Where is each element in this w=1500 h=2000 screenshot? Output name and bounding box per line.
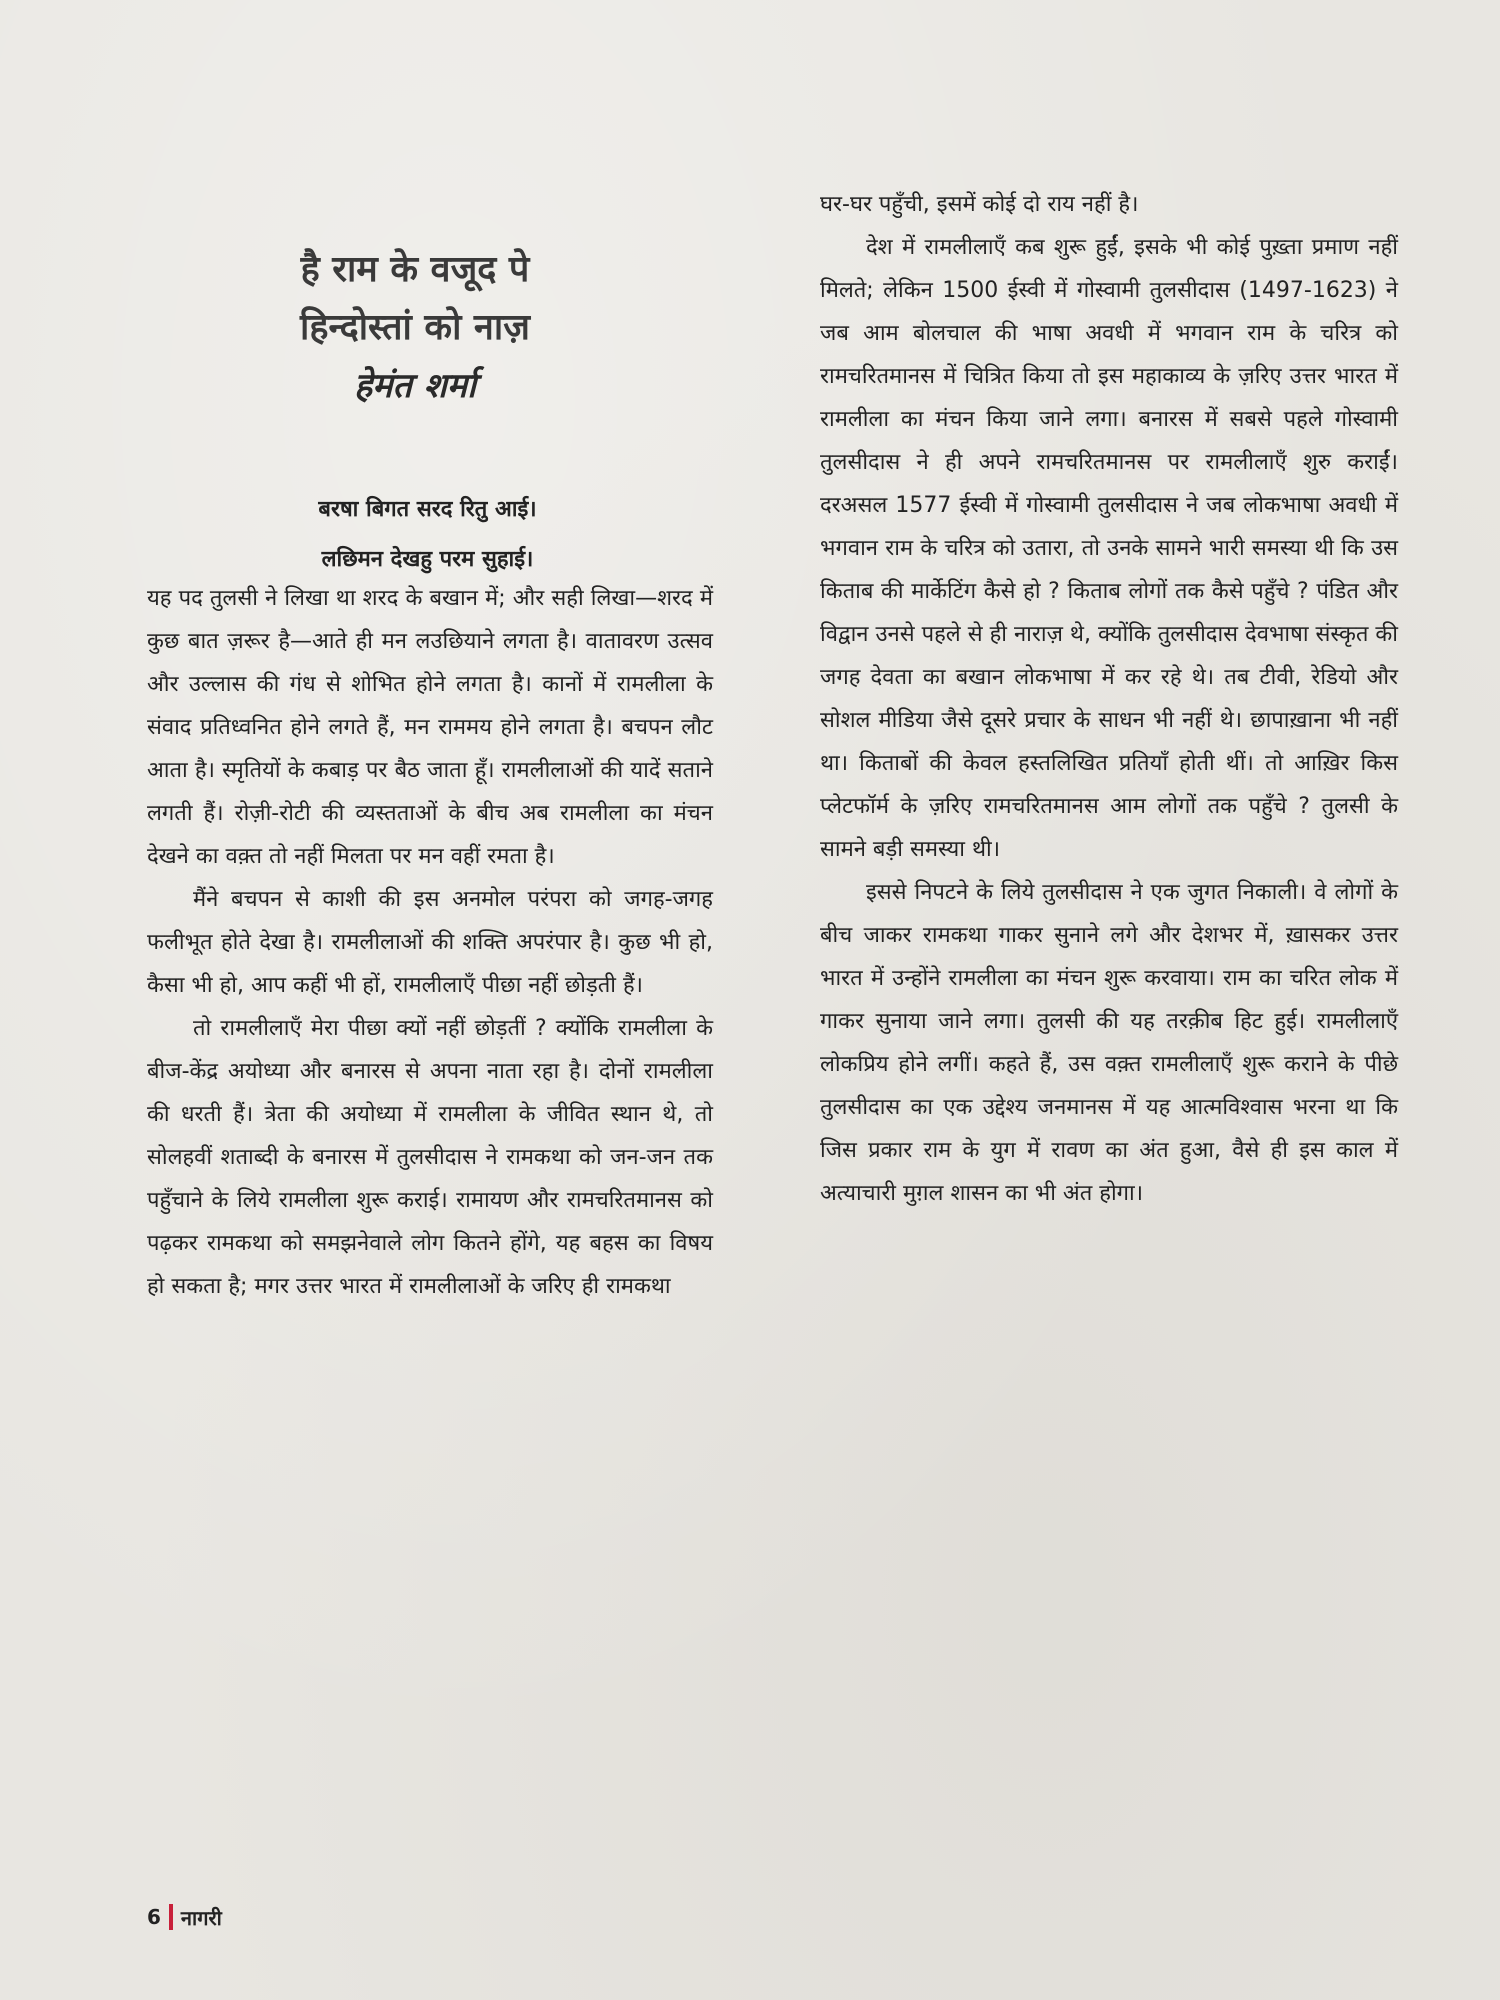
right-paragraph-2: देश में रामलीलाएँ कब शुरू हुईं, इसके भी कोई पुख़्ता प्रमाण नहीं मिलते; लेकिन 1500 ईस्वी में गोस्वामी तुलसीदास (1497-1623) ने जब आम बोलचाल की भाषा अवधी में भगवान राम के चरित्र को रामचरितमानस में चित्रित किया तो इस महाकाव्य के ज़रिए उत्तर भारत में रामलीला का मंचन किया जाने लगा। बनारस में सबसे पहले गोस्वामी तुलसीदास ने ही अपने रामचरितमानस पर रामलीलाएँ शुरु कराईं। दरअसल 1577 ईस्वी में गोस्वामी तुलसीदास ने जब लोकभाषा अवधी में भगवान राम के चरित्र को उतारा, तो उनके सामने भारी समस्या थी कि उस किताब की मार्केटिंग कैसे हो ? किताब लोगों तक कैसे पहुँचे ? पंडित और विद्वान उनसे पहले से ही नाराज़ थे, क्योंकि तुलसीदास देवभाषा संस्कृत की जगह देवता का बखान लोकभाषा में कर रहे थे। तब टीवी, रेडियो और सोशल मीडिया जैसे दूसरे प्रचार के साधन भी नहीं थे। छापाख़ाना भी नहीं था। किताबों की केवल हस्तलिखित प्रतियाँ होती थीं। तो आख़िर किस प्लेटफॉर्म के ज़रिए रामचरितमानस आम लोगों तक पहुँचे ? तुलसी के सामने बड़ी समस्या थी। xyxy=(820,235,1398,862)
article-title-line-1: है राम के वजूद पे xyxy=(300,248,530,290)
article-title-block xyxy=(250,240,580,414)
right-paragraph-1: घर-घर पहुँची, इसमें कोई दो राय नहीं है। xyxy=(820,192,1139,217)
left-paragraph-3: तो रामलीलाएँ मेरा पीछा क्यों नहीं छोड़तीं ? क्योंकि रामलीला के बीज-केंद्र अयोध्या और बनारस से अपना नाता रहा है। दोनों रामलीला की धरती हैं। त्रेता की अयोध्या में रामलीला के जीवित स्थान थे, तो सोलहवीं शताब्दी के बनारस में तुलसीदास ने रामकथा को जन-जन तक पहुँचाने के लिये रामलीला शुरू कराई। रामायण और रामचरितमानस को पढ़कर रामकथा को समझनेवाले लोग कितने होंगे, यह बहस का विषय हो सकता है; मगर उत्तर भारत में रामलीलाओं के जरिए ही रामकथा xyxy=(147,1016,713,1299)
left-paragraph-1: यह पद तुलसी ने लिखा था शरद के बखान में; और सही लिखा—शरद में कुछ बात ज़रूर है—आते ही मन लउछियाने लगता है। वातावरण उत्सव और उल्लास की गंध से शोभित होने लगता है। कानों में रामलीला के संवाद प्रतिध्वनित होने लगते हैं, मन राममय होने लगता है। बचपन लौट आता है। स्मृतियों के कबाड़ पर बैठ जाता हूँ। रामलीलाओं की यादें सताने लगती हैं। रोज़ी-रोटी की व्यस्तताओं के बीच अब रामलीला का मंचन देखने का वक़्त तो नहीं मिलता पर मन वहीं रमता है। xyxy=(147,586,713,869)
left-paragraph-2: मैंने बचपन से काशी की इस अनमोल परंपरा को जगह-जगह फलीभूत होते देखा है। रामलीलाओं की शक्ति अपरंपार है। कुछ भी हो, कैसा भी हो, आप कहीं भी हों, रामलीलाएँ पीछा नहीं छोड़ती हैं। xyxy=(147,887,713,998)
verse-line-2: लछिमन देखहु परम सुहाई। xyxy=(321,547,534,572)
verse-line-1: बरषा बिगत सरद रितु आई। xyxy=(318,497,537,522)
page-footer xyxy=(147,1902,222,1932)
left-text-column xyxy=(147,577,713,1308)
opening-verse xyxy=(250,485,605,585)
right-paragraph-3: इससे निपटने के लिये तुलसीदास ने एक जुगत निकाली। वे लोगों के बीच जाकर रामकथा गाकर सुनाने लगे और देशभर में, ख़ासकर उत्तर भारत में उन्होंने रामलीला का मंचन शुरू करवाया। राम का चरित लोक में गाकर सुनाया जाने लगा। तुलसी की यह तरक़ीब हिट हुई। रामलीलाएँ लोकप्रिय होने लगीं। कहते हैं, उस वक़्त रामलीलाएँ शुरू कराने के पीछे तुलसीदास का एक उद्देश्य जनमानस में यह आत्मविश्वास भरना था कि जिस प्रकार राम के युग में रावण का अंत हुआ, वैसे ही इस काल में अत्याचारी मुग़ल शासन का भी अंत होगा। xyxy=(820,880,1398,1206)
footer-divider-bar xyxy=(169,1904,173,1930)
article-title-line-2: हिन्दोस्तां को नाज़ xyxy=(300,306,530,348)
page-number: 6 xyxy=(147,1905,161,1929)
right-text-column xyxy=(820,183,1398,1215)
author-name: हेमंत शर्मा xyxy=(354,366,476,406)
magazine-name: नागरी xyxy=(180,1905,222,1930)
